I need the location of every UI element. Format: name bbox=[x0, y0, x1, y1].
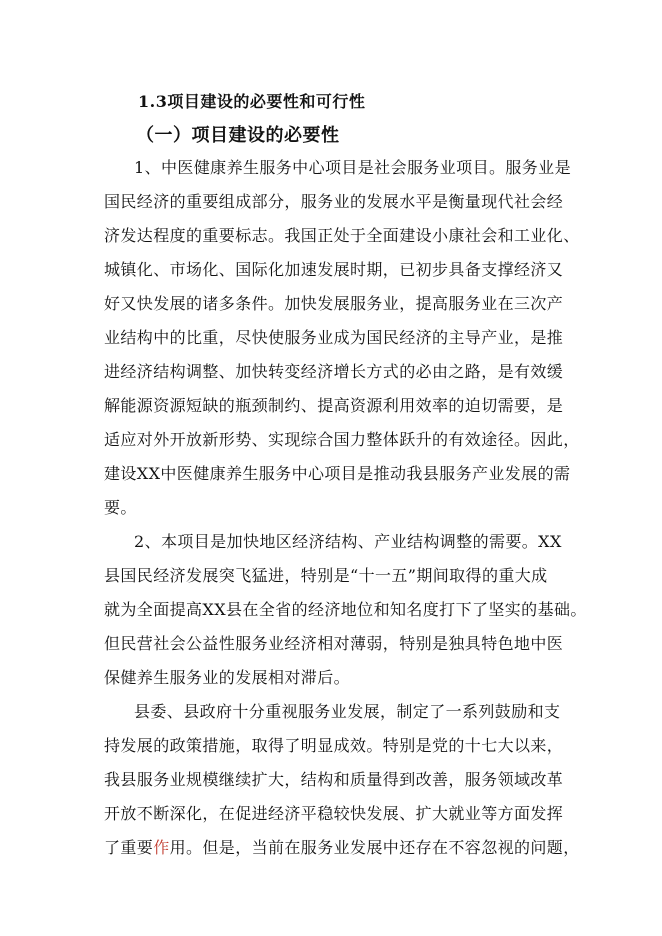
highlighted-character: 作 bbox=[153, 838, 170, 857]
paragraph-1-line: 适应对外开放新形势、实现综合国力整体跃升的有效途径。因此， bbox=[104, 430, 580, 449]
paragraph-3-line: 持发展的政策措施，取得了明显成效。特别是党的十七大以来， bbox=[104, 736, 564, 755]
paragraph-2-line: 2、本项目是加快地区经济结构、产业结构调整的需要。XX bbox=[134, 532, 562, 551]
sub-heading: （一）项目建设的必要性 bbox=[136, 125, 340, 146]
last-line-after: 用。但是，当前在服务业发展中还存在不容忽视的问题， bbox=[169, 838, 580, 857]
last-line-before: 了重要 bbox=[104, 838, 154, 857]
paragraph-3-line: 开放不断深化，在促进经济平稳较快发展、扩大就业等方面发挥 bbox=[104, 804, 564, 823]
paragraph-1-line: 要。 bbox=[104, 498, 137, 517]
paragraph-2-line: 保健养生服务业的发展相对滞后。 bbox=[104, 668, 351, 687]
paragraph-3-line: 县委、县政府十分重视服务业发展，制定了一系列鼓励和支 bbox=[134, 702, 561, 721]
paragraph-1-line: 进经济结构调整、加快转变经济增长方式的必由之路，是有效缓 bbox=[104, 362, 564, 381]
paragraph-1-line: 好又快发展的诸多条件。加快发展服务业，提高服务业在三次产 bbox=[104, 294, 564, 313]
paragraph-3-line: 我县服务业规模继续扩大，结构和质量得到改善，服务领域改革 bbox=[104, 770, 564, 789]
paragraph-3-last-line bbox=[104, 838, 580, 858]
paragraph-2-line: 但民营社会公益性服务业经济相对薄弱，特别是独具特色地中医 bbox=[104, 634, 564, 653]
paragraph-1-line: 解能源资源短缺的瓶颈制约、提高资源利用效率的迫切需要，是 bbox=[104, 396, 564, 415]
section-heading: 1.3项目建设的必要性和可行性 bbox=[138, 92, 366, 111]
paragraph-2-line: 县国民经济发展突飞猛进，特别是“十一五”期间取得的重大成 bbox=[104, 566, 548, 585]
paragraph-1-line: 国民经济的重要组成部分，服务业的发展水平是衡量现代社会经 bbox=[104, 192, 564, 211]
paragraph-1-line: 建设XX中医健康养生服务中心项目是推动我县服务产业发展的需 bbox=[104, 464, 571, 483]
paragraph-1-line: 城镇化、市场化、国际化加速发展时期，已初步具备支撑经济又 bbox=[104, 260, 564, 279]
paragraph-2-line: 就为全面提高XX县在全省的经济地位和知名度打下了坚实的基础。 bbox=[104, 600, 587, 619]
paragraph-1-line: 济发达程度的重要标志。我国正处于全面建设小康社会和工业化、 bbox=[104, 226, 580, 245]
paragraph-1-line: 业结构中的比重，尽快使服务业成为国民经济的主导产业，是推 bbox=[104, 328, 564, 347]
paragraph-1-line: 1、中医健康养生服务中心项目是社会服务业项目。服务业是 bbox=[134, 158, 571, 177]
